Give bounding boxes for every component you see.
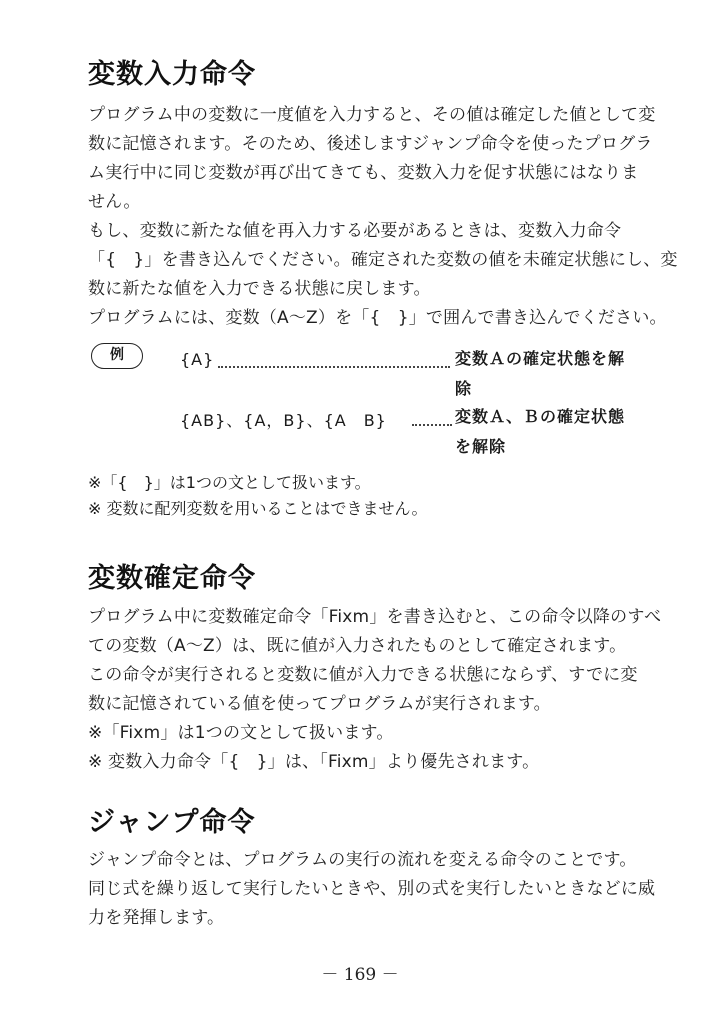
body-line: 数に新たな値を入力できる状態に戻します。 (88, 279, 431, 299)
body-line: ての変数（A～Z）は、既に値が入力されたものとして確定されます。 (88, 636, 627, 656)
body-line: ム実行中に同じ変数が再び出てきても、変数入力を促す状態にはなりま (88, 163, 639, 183)
body-line: 同じ式を繰り返して実行したいときや、別の式を実行したいときなどに威 (88, 879, 656, 899)
body-line: 「{ }」を書き込んでください。確定された変数の値を未確定状態にし、変 (88, 250, 678, 270)
example-description (455, 344, 655, 404)
body-line: プログラムには、変数（A～Z）を「{ }」で囲んで書き込んでください。 (88, 308, 667, 328)
page-number: － 169 － (321, 965, 399, 985)
leader-dots (412, 424, 452, 426)
section-body-jump (88, 846, 656, 933)
description-line: 変数Ａ、Ｂの確定状態 (455, 407, 626, 426)
body-line: 力を発揮します。 (88, 908, 225, 928)
notes (88, 470, 427, 522)
section-body-variable-fix (88, 603, 662, 777)
description-line: 変数Ａの確定状態を解 (455, 349, 626, 368)
example-description (455, 402, 655, 462)
section-heading-variable-input: 変数入力命令 (88, 59, 256, 90)
body-line: もし、変数に新たな値を再入力する必要があるときは、変数入力命令 (88, 221, 622, 241)
body-line: プログラム中に変数確定命令「Fixm」を書き込むと、この命令以降のすべ (88, 607, 662, 627)
example-badge: 例 (91, 343, 143, 369)
body-line: この命令が実行されると変数に値が入力できる状態にならず、すでに変 (88, 665, 638, 685)
leader-dots (218, 366, 450, 368)
section-body-variable-input (88, 101, 678, 333)
body-line: ジャンプ命令とは、プログラムの実行の流れを変える命令のことです。 (88, 850, 637, 870)
body-line: せん。 (88, 192, 141, 212)
section-heading-variable-fix: 変数確定命令 (88, 563, 256, 594)
body-line: ※ 変数入力命令「{ }」は、「Fixm」より優先されます。 (88, 752, 540, 772)
example-code: {A} (180, 350, 215, 369)
note-line: ※ 変数に配列変数を用いることはできません。 (88, 499, 428, 518)
description-line: 除 (455, 379, 473, 398)
body-line: 数に記憶されている値を使ってプログラムが実行されます。 (88, 694, 551, 714)
note-line: ※「{ }」は1つの文として扱います。 (88, 473, 371, 492)
body-line: プログラム中の変数に一度値を入力すると、その値は確定した値として変 (88, 105, 656, 125)
description-line: を解除 (455, 437, 507, 456)
example-code: {AB}、{A，B}、{A B} (180, 411, 387, 430)
body-line: 数に記憶されます。そのため、後述しますジャンプ命令を使ったプログラ (88, 134, 653, 154)
body-line: ※「Fixm」は1つの文として扱います。 (88, 723, 394, 743)
section-heading-jump: ジャンプ命令 (88, 807, 256, 838)
